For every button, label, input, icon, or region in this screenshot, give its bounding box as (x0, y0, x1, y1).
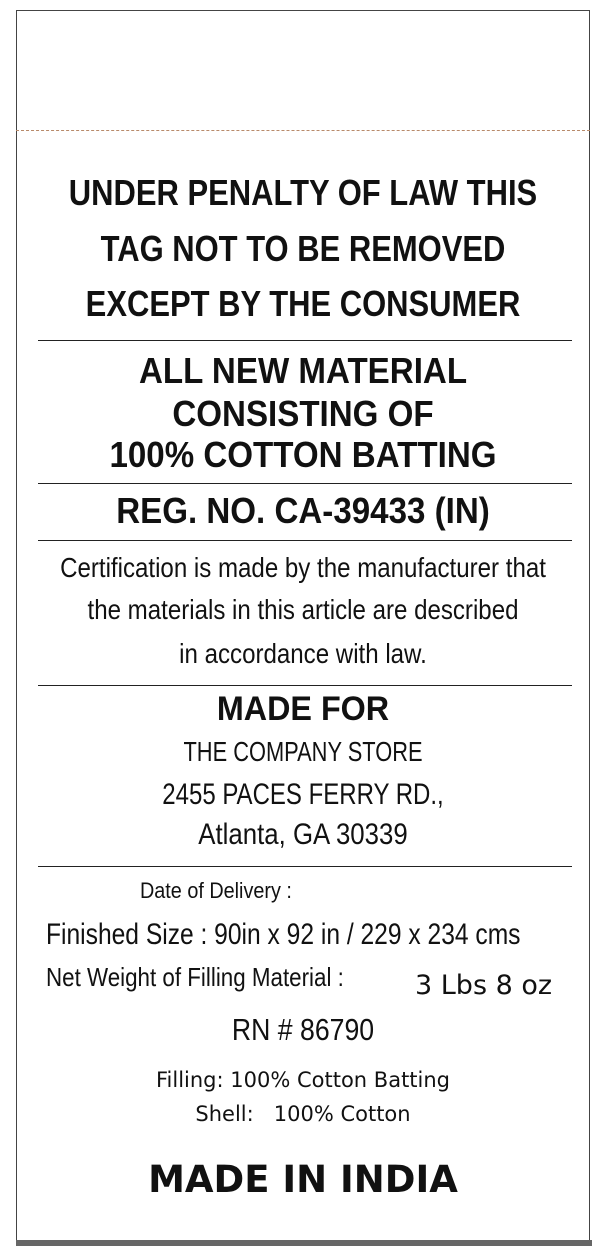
company-street: 2455 PACES FERRY RD., (162, 778, 444, 811)
perforation-line (16, 130, 590, 131)
company-name: THE COMPANY STORE (183, 736, 423, 767)
divider (38, 866, 572, 867)
delivery-date-label: Date of Delivery : (140, 878, 292, 903)
warning-line-2: TAG NOT TO BE REMOVED (100, 228, 506, 269)
divider (38, 483, 572, 484)
rn-number: RN # 86790 (231, 1012, 375, 1047)
registration-number: REG. NO. CA-39433 (IN) (116, 490, 490, 531)
filling-weight-label: Net Weight of Filling Material : (46, 962, 344, 992)
certification-line-2: the materials in this article are described (87, 594, 519, 625)
warning-line-1: UNDER PENALTY OF LAW THIS (68, 172, 538, 213)
finished-size: Finished Size : 90in x 92 in / 229 x 234 cms (46, 918, 521, 951)
divider (38, 685, 572, 686)
material-line-1: ALL NEW MATERIAL (138, 350, 468, 391)
filling-composition: Filling: 100% Cotton Batting (155, 1068, 451, 1092)
made-for-heading: MADE FOR (216, 690, 390, 728)
company-city: Atlanta, GA 30339 (198, 818, 408, 851)
country-of-origin: MADE IN INDIA (148, 1158, 458, 1201)
warning-line-3: EXCEPT BY THE CONSUMER (85, 283, 521, 324)
shell-composition: Shell: 100% Cotton (195, 1102, 411, 1126)
divider (38, 340, 572, 341)
tag-bottom-edge (16, 1240, 592, 1246)
certification-line-3: in accordance with law. (179, 638, 427, 669)
divider (38, 540, 572, 541)
filling-weight-value: 3 Lbs 8 oz (415, 970, 553, 1001)
material-line-3: 100% COTTON BATTING (109, 434, 497, 475)
certification-line-1: Certification is made by the manufacturer that (60, 552, 546, 583)
material-line-2: CONSISTING OF (172, 393, 434, 434)
